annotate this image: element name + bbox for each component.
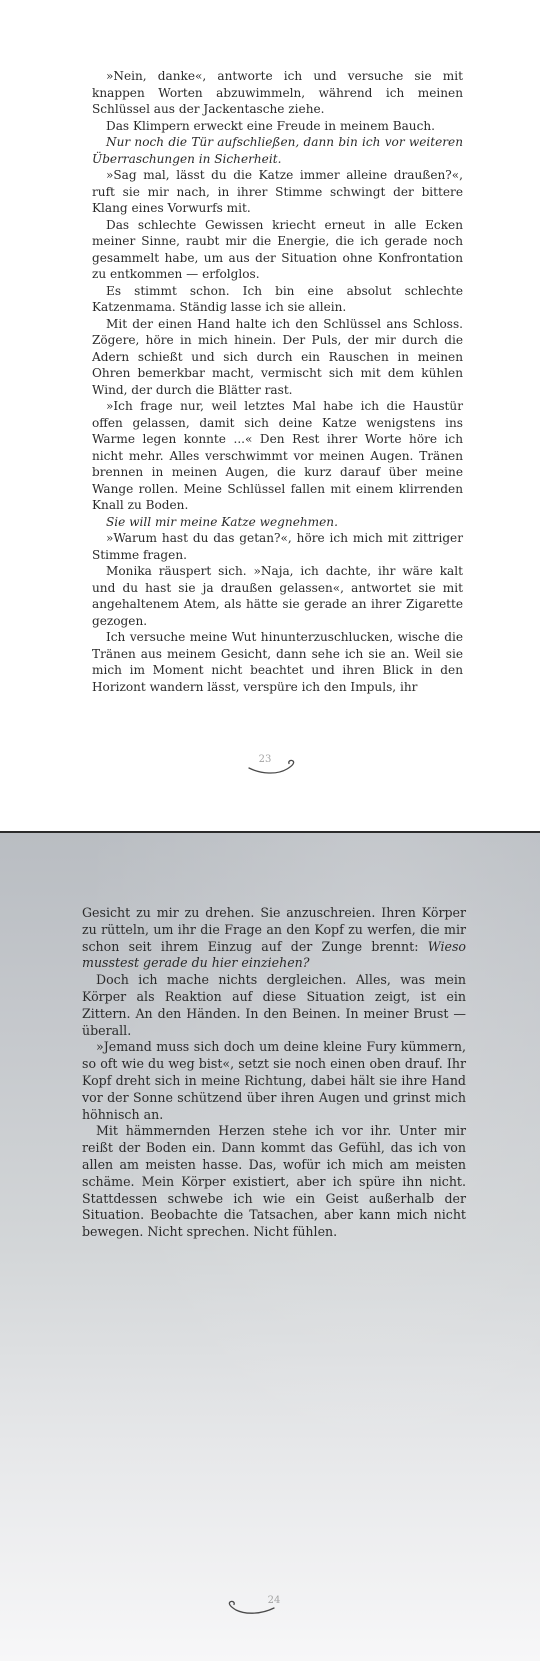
italic-thought: Sie will mir meine Katze wegnehmen. (106, 514, 338, 529)
paragraph: Das Klimpern erweckt eine Freude in meinem Bauch. (106, 118, 435, 133)
paragraph-italic (92, 134, 463, 167)
paragraph: Doch ich mache nichts dergleichen. Alles, was mein Körper als Reaktion auf diese Situation zeigt, ist ein Zittern. An den Händen. In den Beinen. In meiner Brust — überall. (82, 972, 466, 1038)
flourish-ornament-icon (247, 758, 299, 778)
paragraph-text: Gesicht zu mir zu drehen. Sie anzuschreien. Ihren Körper zu rütteln, um ihr die Frage an den Kopf zu werfen, die mir schon seit ihrem Einzug auf der Zunge brennt: (82, 905, 466, 954)
italic-thought: Wieso musstest gerade du hier einziehen? (82, 938, 466, 971)
page-folio (0, 1593, 540, 1629)
paragraph: Ich versuche meine Wut hinunterzuschlucken, wische die Tränen aus meinem Gesicht, dann sehe ich sie an. Weil sie mich im Moment nicht beachtet und ihren Blick in den Horizont wandern lässt, verspüre ich den Impuls, ihr (92, 630, 463, 694)
paragraph: Mit hämmernden Herzen stehe ich vor ihr. Unter mir reißt der Boden ein. Dann kommt das Gefühl, das ich von allen am meisten hasse. Das, wofür ich mich am meisten schäme. Mein Körper existiert, aber ich spüre ihn nicht. Stattdessen schwebe ich wie ein Geist außerhalb der Situation. Beobachte die Tatsachen, aber kann mich nicht bewegen. Nicht sprechen. Nicht fühlen. (82, 1123, 466, 1240)
paragraph: Monika räuspert sich. »Naja, ich dachte, ihr wäre kalt und du hast sie ja draußen gelassen«, antwortet sie mit angehaltenem Atem, als hätte sie gerade an ihrer Zigarette gezogen. (92, 564, 463, 628)
page-number: 24 (267, 1595, 281, 1606)
paragraph: »Warum hast du das getan?«, höre ich mich mit zittriger Stimme fragen. (92, 531, 463, 562)
paragraph: Das schlechte Gewissen kriecht erneut in alle Ecken meiner Sinne, raubt mir die Energie, die ich gerade noch gesammelt habe, um aus der Situation ohne Konfrontation zu entkommen — erfolglos. (92, 217, 463, 281)
paragraph: »Sag mal, lässt du die Katze immer alleine draußen?«, ruft sie mir nach, in ihrer Stimme schwingt der bittere Klang eines Vorwurfs mit. (92, 168, 463, 215)
book-page-right (0, 833, 540, 1661)
paragraph (82, 905, 466, 972)
page-number: 23 (258, 754, 272, 765)
paragraph: »Ich frage nur, weil letztes Mal habe ich die Haustür offen gelassen, damit sich deine Katze wenigstens ins Warme legen konnte ...« Den Rest ihrer Worte höre ich nicht mehr. Alles verschwimmt vor meinen Augen. Tränen brennen in meinen Augen, die kurz darauf über meine Wange rollen. Meine Schlüssel fallen mit einem klirrenden Knall zu Boden. (92, 399, 463, 512)
paragraph: »Jemand muss sich doch um deine kleine Fury kümmern, so oft wie du weg bist«, setzt sie noch einen oben drauf. Ihr Kopf dreht sich in meine Richtung, dabei hält sie ihre Hand vor der Sonne schützend über ihren Augen und grinst mich höhnisch an. (82, 1039, 466, 1122)
paragraph-italic (92, 514, 463, 531)
paragraph: Mit der einen Hand halte ich den Schlüssel ans Schloss. Zögere, höre in mich hinein. Der Puls, der mir durch die Adern schießt und sich durch ein Rauschen in meinen Ohren bemerkbar macht, vermischt sich mit dem kühlen Wind, der durch die Blätter rast. (92, 316, 463, 397)
page-body-text (92, 68, 463, 695)
page-folio (0, 752, 540, 788)
paragraph: Es stimmt schon. Ich bin eine absolut schlechte Katzenmama. Ständig lasse ich sie allein. (92, 283, 463, 314)
page-body-text (82, 905, 466, 1241)
paragraph: »Nein, danke«, antworte ich und versuche sie mit knappen Worten abzuwimmeln, während ich meinen Schlüssel aus der Jackentasche ziehe. (92, 69, 463, 116)
italic-thought: Nur noch die Tür aufschließen, dann bin ich vor weiteren Überraschungen in Sicherheit. (92, 135, 463, 166)
